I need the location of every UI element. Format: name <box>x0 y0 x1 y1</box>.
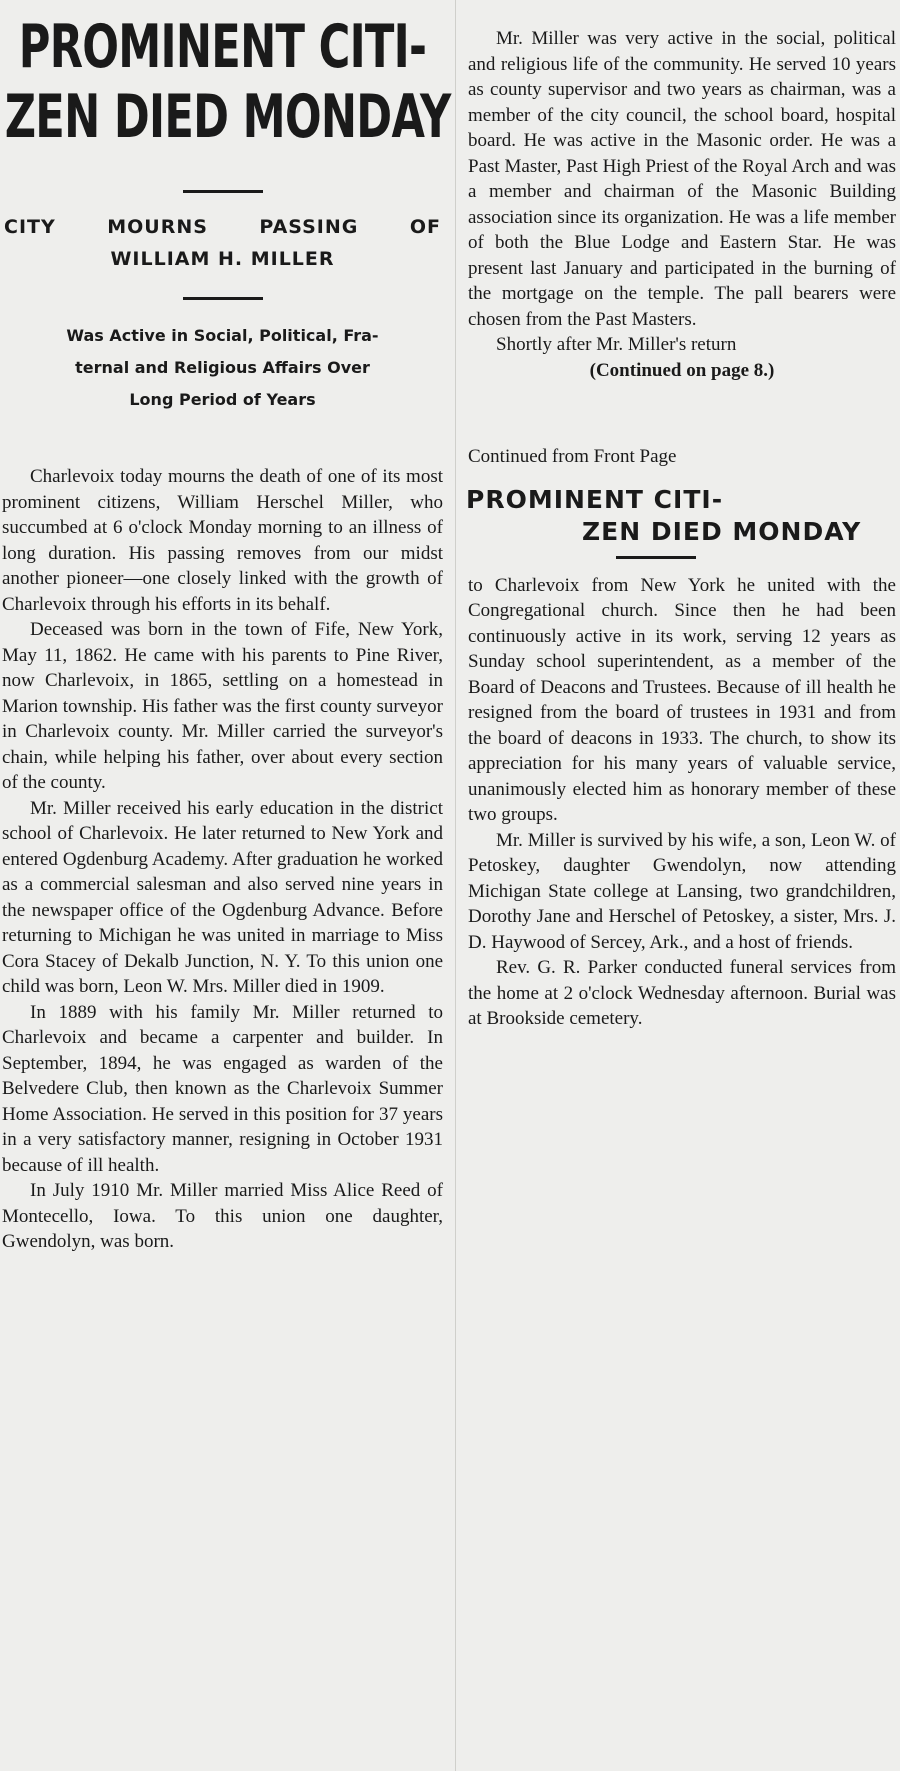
subheadline-word-4: OF <box>409 216 441 238</box>
paragraph: Mr. Miller received his early education in the district school of Charlevoix. He later returned to New York and entered Ogdenburg Academy. After graduation he worked as a commercial salesman and also served nine years in the newspaper office of the Ogdenburg Advance. Before returning to Michigan he was united in marriage to Miss Cora Stacey of Dekalb Junction, N. Y. To this union one child was born, Leon W. Mrs. Miller died in 1909. <box>2 797 443 997</box>
paragraph: Charlevoix today mourns the death of one of its most prominent citizens, William Herschel Miller, who succumbed at 6 o'clock Monday morning to an illness of long duration. His passing removes from our midst another pioneer—one closely linked with the growth of Charlevoix through his efforts in its behalf. <box>2 466 443 615</box>
left-column <box>0 0 451 1255</box>
summary-line-2: ternal and Religious Affairs Over <box>75 358 370 377</box>
jump-headline-line-2: ZEN DIED MONDAY <box>582 516 862 546</box>
main-headline <box>4 12 451 152</box>
continued-on-note: (Continued on page 8.) <box>589 359 775 381</box>
subheadline-line-2: WILLIAM H. MILLER <box>110 248 335 270</box>
paragraph: Rev. G. R. Parker conducted funeral services from the home at 2 o'clock Wednesday afternoon. Burial was at Brookside cemetery. <box>468 957 896 1029</box>
summary-deck <box>0 320 445 416</box>
paragraph: In 1889 with his family Mr. Miller returned to Charlevoix and became a carpenter and builder. In September, 1894, he was engaged as warden of the Belvedere Club, then known as the Charlevoix Summer Home Association. He served in this position for 37 years in a very satisfactory manner, resigning in October 1931 because of ill health. <box>2 1001 443 1176</box>
jump-headline-rule <box>616 556 696 559</box>
subheadline-rule <box>183 297 263 300</box>
subheadline <box>0 211 445 275</box>
headline-rule <box>183 190 263 193</box>
subheadline-word-3: PASSING <box>259 216 359 238</box>
paragraph: Deceased was born in the town of Fife, New York, May 11, 1862. He came with his parents to Pine River, now Charlevoix, in 1865, settling on a homestead in Marion township. His father was the first county surveyor in Charlevoix county. Mr. Miller carried the surveyor's chain, while helping his father, over about every section of the county. <box>2 619 443 793</box>
paragraph: Mr. Miller was very active in the social, political and religious life of the community. He served 10 years as county supervisor and two years as chairman, was a member of the city council, the school board, hospital board. He was active in the Masonic order. He was a Past Master, Past High Priest of the Royal Arch and was a member and chairman of the Masonic Building association since its organization. He was a life member of both the Blue Lodge and Eastern Star. He was present last January and participated in the burning of the mortgage on the temple. The pall bearers were chosen from the Past Masters. <box>468 28 896 330</box>
paragraph: Shortly after Mr. Miller's return <box>496 334 737 355</box>
right-column <box>466 0 898 1032</box>
column-divider <box>455 0 456 1771</box>
paragraph: In July 1910 Mr. Miller married Miss Alice Reed of Montecello, Iowa. To this union one daughter, Gwendolyn, was born. <box>2 1180 443 1252</box>
jump-headline-line-1: PROMINENT CITI- <box>466 484 724 514</box>
summary-line-1: Was Active in Social, Political, Fra- <box>66 326 379 345</box>
article-body-right-bottom <box>466 573 898 1032</box>
summary-line-3: Long Period of Years <box>129 390 316 409</box>
paragraph: to Charlevoix from New York he united with the Congregational church. Since then he had been continuously active in its work, serving 12 years as Sunday school superintendent, as a member of the Board of Deacons and Trustees. Because of ill health he resigned from the board of trustees in 1931 and from the board of deacons in 1933. The church, to show its appreciation for his many years of valuable service, unanimously elected him as honorary member of these two groups. <box>468 574 896 825</box>
continued-from-note: Continued from Front Page <box>468 445 677 467</box>
article-body-left <box>0 464 445 1255</box>
headline-line-1: PROMINENT CITI- <box>18 12 427 82</box>
subheadline-word-2: MOURNS <box>107 216 208 238</box>
article-body-right-top <box>466 26 898 358</box>
headline-line-2: ZEN DIED MONDAY <box>4 82 451 152</box>
jump-headline <box>466 484 898 548</box>
subheadline-word-1: CITY <box>4 216 56 238</box>
paragraph: Mr. Miller is survived by his wife, a son, Leon W. of Petoskey, daughter Gwendolyn, now attending Michigan State college at Lansing, two grandchildren, Dorothy Jane and Herschel of Petoskey, a sister, Mrs. J. D. Haywood of Sercey, Ark., and a host of friends. <box>468 829 896 953</box>
